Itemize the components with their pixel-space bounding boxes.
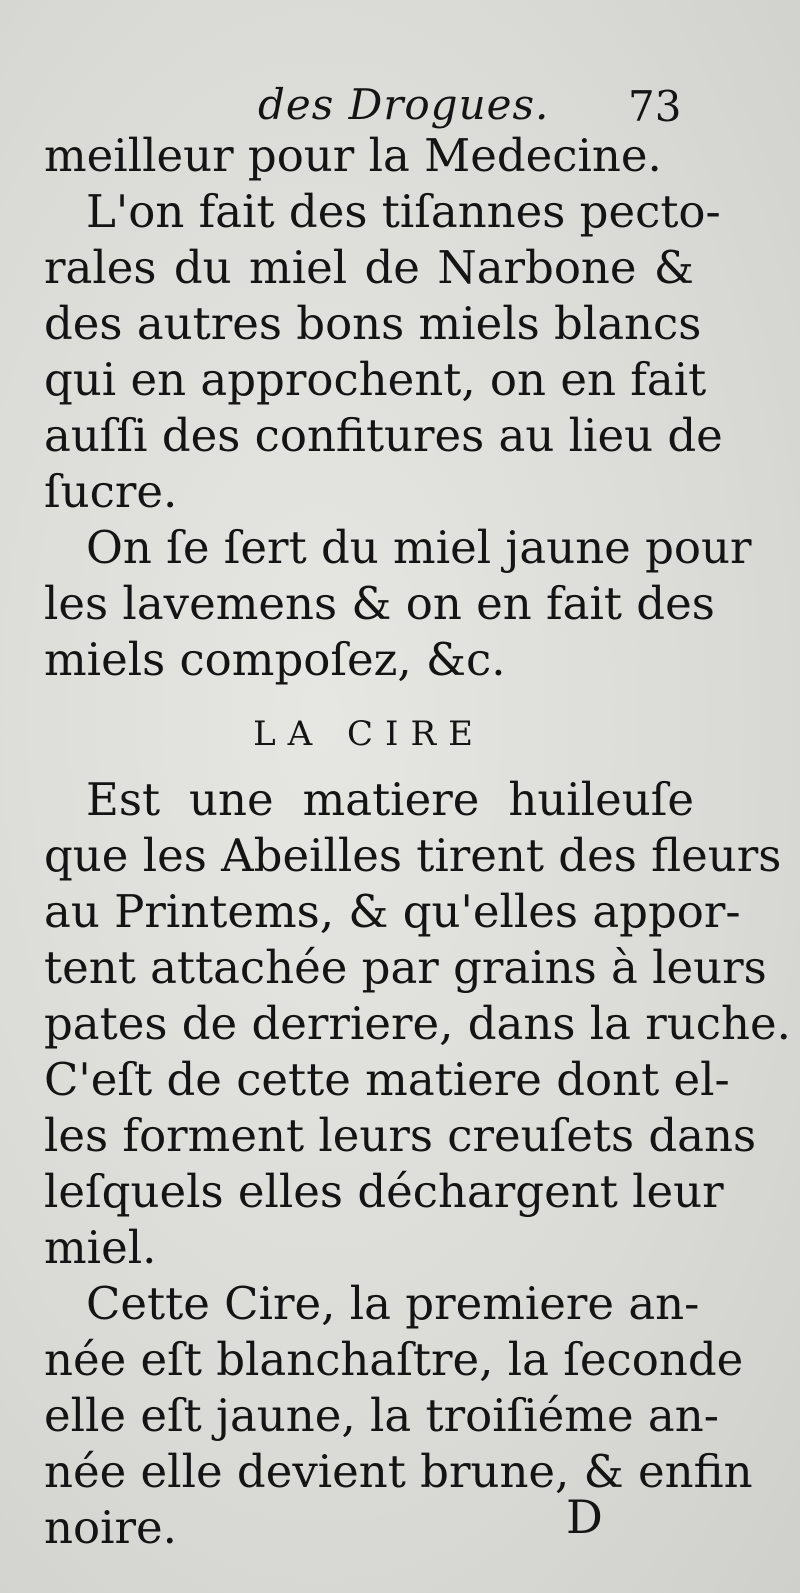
text-line: Est une matiere huileuſe [86, 773, 694, 826]
text-line: meilleur pour la Medecine. [44, 129, 662, 182]
text-line: On ſe ſert du miel jaune pour [86, 521, 752, 574]
text-line: miels compoſez, &c. [44, 633, 506, 686]
text-line: les lavemens & on en fait des [44, 577, 715, 630]
text-line: Cette Cire, la premiere an- [86, 1277, 700, 1330]
text-line: L'on fait des tiſannes pecto- [86, 185, 721, 238]
text-line: leſquels elles déchargent leur [44, 1165, 724, 1218]
text-line: les forment leurs creuſets dans [44, 1109, 757, 1162]
signature-mark: D [566, 1490, 603, 1544]
text-line: pates de derriere, dans la ruche. [44, 997, 791, 1050]
text-line: que les Abeilles tirent des fleurs [44, 829, 782, 882]
text-line: tent attachée par grains à leurs [44, 941, 767, 994]
running-title: des Drogues. [258, 80, 550, 129]
text-line: ſucre. [44, 465, 178, 518]
text-line: rales du miel de Narbone & [44, 241, 694, 294]
text-line: elle eſt jaune, la troiſiéme an- [44, 1389, 719, 1442]
text-line: qui en approchent, on en fait [44, 353, 707, 406]
text-line: C'eſt de cette matiere dont el- [44, 1053, 730, 1106]
text-line: miel. [44, 1221, 157, 1274]
text-line: auſſi des confitures au lieu de [44, 409, 723, 462]
section-heading: LA CIRE [253, 714, 485, 754]
text-line: au Printems, & qu'elles appor- [44, 885, 741, 938]
body-text [44, 128, 791, 1556]
text-line: née eſt blanchaſtre, la ſeconde [44, 1333, 744, 1386]
page-header [0, 80, 800, 130]
page-number: 73 [628, 82, 682, 131]
text-line: des autres bons miels blancs [44, 297, 702, 350]
text-line: née elle devient brune, & enfin [44, 1445, 753, 1498]
text-line: noire. [44, 1501, 177, 1554]
